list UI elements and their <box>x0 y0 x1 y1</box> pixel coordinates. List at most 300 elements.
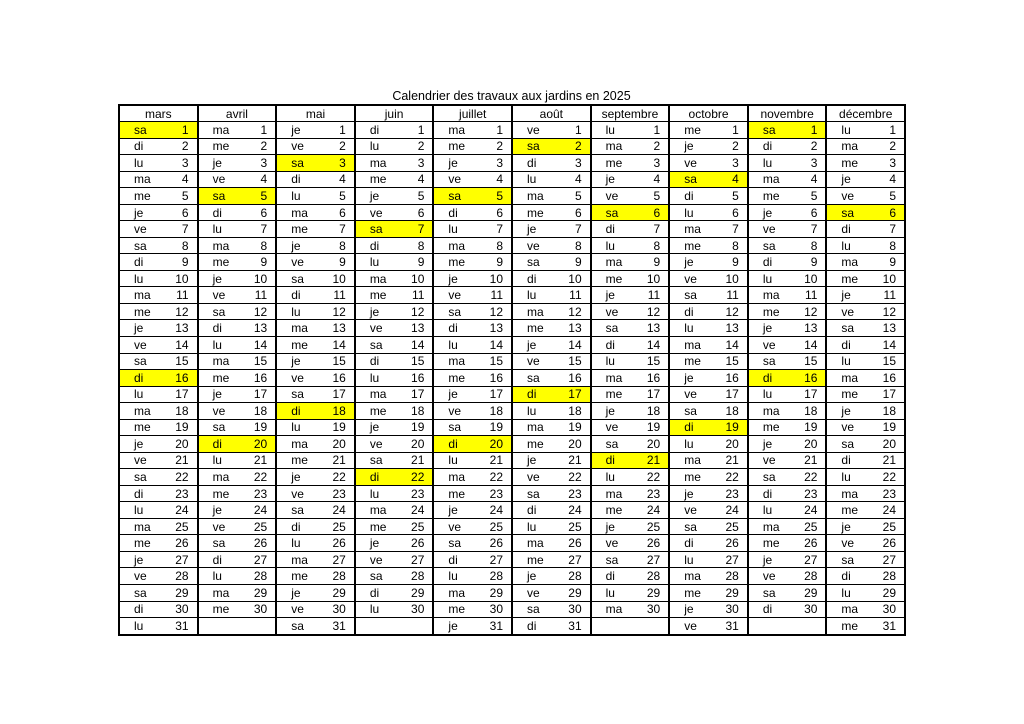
date-cell: 27 <box>322 551 355 568</box>
weekday-cell <box>355 618 401 635</box>
date-cell: 23 <box>558 485 591 502</box>
weekday-cell: ve <box>512 353 558 370</box>
weekday-cell: di <box>669 188 715 205</box>
date-cell: 19 <box>558 419 591 436</box>
date-cell: 26 <box>479 535 512 552</box>
date-cell: 7 <box>165 221 198 238</box>
date-cell: 27 <box>165 551 198 568</box>
weekday-cell: lu <box>748 155 794 172</box>
date-cell: 13 <box>401 320 434 337</box>
weekday-cell: sa <box>748 469 794 486</box>
date-cell: 19 <box>794 419 827 436</box>
weekday-cell: sa <box>512 485 558 502</box>
date-cell: 3 <box>322 155 355 172</box>
weekday-cell: sa <box>512 370 558 387</box>
date-cell: 5 <box>558 188 591 205</box>
date-cell: 1 <box>558 122 591 139</box>
date-cell: 24 <box>165 502 198 519</box>
weekday-cell: ve <box>826 188 872 205</box>
date-cell: 2 <box>401 138 434 155</box>
weekday-cell: je <box>119 436 165 453</box>
date-cell: 27 <box>479 551 512 568</box>
date-cell: 25 <box>322 518 355 535</box>
weekday-cell: ve <box>669 270 715 287</box>
weekday-cell: ve <box>591 303 637 320</box>
date-cell: 6 <box>322 204 355 221</box>
weekday-cell: di <box>355 469 401 486</box>
date-cell: 1 <box>637 122 670 139</box>
weekday-cell: ve <box>276 138 322 155</box>
date-cell: 16 <box>715 370 748 387</box>
date-cell <box>637 618 670 635</box>
date-cell: 18 <box>715 403 748 420</box>
date-cell: 16 <box>401 370 434 387</box>
date-cell: 9 <box>794 254 827 271</box>
weekday-cell: ve <box>591 419 637 436</box>
calendar-table <box>118 104 906 636</box>
weekday-cell: me <box>198 254 244 271</box>
date-cell: 18 <box>794 403 827 420</box>
date-cell: 17 <box>322 386 355 403</box>
page-title: Calendrier des travaux aux jardins en 2025 <box>392 89 631 103</box>
weekday-cell: lu <box>591 584 637 601</box>
month-header-row <box>119 105 905 122</box>
weekday-cell: ma <box>591 370 637 387</box>
date-cell: 30 <box>872 601 905 618</box>
weekday-cell: je <box>276 353 322 370</box>
weekday-cell: ma <box>355 155 401 172</box>
date-cell: 18 <box>872 403 905 420</box>
weekday-cell: me <box>119 188 165 205</box>
date-cell: 7 <box>479 221 512 238</box>
weekday-cell: lu <box>276 535 322 552</box>
weekday-cell: je <box>826 403 872 420</box>
weekday-cell: ve <box>198 403 244 420</box>
date-cell: 4 <box>715 171 748 188</box>
weekday-cell: me <box>119 419 165 436</box>
date-cell: 3 <box>794 155 827 172</box>
weekday-cell: ve <box>512 584 558 601</box>
date-cell: 18 <box>401 403 434 420</box>
date-cell: 17 <box>479 386 512 403</box>
date-cell: 19 <box>479 419 512 436</box>
date-cell: 15 <box>479 353 512 370</box>
date-cell: 13 <box>794 320 827 337</box>
date-cell: 23 <box>165 485 198 502</box>
weekday-cell: ve <box>748 568 794 585</box>
date-cell: 16 <box>322 370 355 387</box>
date-cell: 10 <box>479 270 512 287</box>
weekday-cell: di <box>826 221 872 238</box>
date-cell: 7 <box>637 221 670 238</box>
weekday-cell: ve <box>748 452 794 469</box>
date-cell: 21 <box>872 452 905 469</box>
date-cell: 6 <box>558 204 591 221</box>
weekday-cell: sa <box>826 320 872 337</box>
weekday-cell: je <box>198 386 244 403</box>
date-cell: 2 <box>794 138 827 155</box>
weekday-cell: me <box>748 188 794 205</box>
weekday-cell <box>748 618 794 635</box>
weekday-cell: je <box>591 171 637 188</box>
weekday-cell: di <box>355 122 401 139</box>
date-cell: 4 <box>479 171 512 188</box>
date-cell: 8 <box>558 237 591 254</box>
date-cell: 5 <box>637 188 670 205</box>
weekday-cell: me <box>355 171 401 188</box>
weekday-cell: ma <box>669 337 715 354</box>
weekday-cell: me <box>276 568 322 585</box>
date-cell: 11 <box>637 287 670 304</box>
date-cell: 11 <box>715 287 748 304</box>
weekday-cell: ve <box>355 320 401 337</box>
month-header: décembre <box>826 105 905 122</box>
weekday-cell: je <box>198 270 244 287</box>
weekday-cell: sa <box>119 237 165 254</box>
weekday-cell: di <box>198 551 244 568</box>
table-row <box>119 485 905 502</box>
weekday-cell: je <box>826 171 872 188</box>
weekday-cell: me <box>826 618 872 635</box>
date-cell: 4 <box>637 171 670 188</box>
weekday-cell: lu <box>198 337 244 354</box>
weekday-cell: ve <box>433 518 479 535</box>
weekday-cell: lu <box>198 452 244 469</box>
date-cell: 21 <box>637 452 670 469</box>
weekday-cell: ma <box>119 403 165 420</box>
weekday-cell: di <box>826 568 872 585</box>
date-cell: 30 <box>479 601 512 618</box>
date-cell: 23 <box>401 485 434 502</box>
table-row <box>119 122 905 139</box>
date-cell: 4 <box>558 171 591 188</box>
date-cell: 10 <box>715 270 748 287</box>
weekday-cell: me <box>198 370 244 387</box>
date-cell: 30 <box>637 601 670 618</box>
table-row <box>119 188 905 205</box>
weekday-cell: sa <box>433 188 479 205</box>
weekday-cell: ma <box>433 584 479 601</box>
date-cell: 19 <box>165 419 198 436</box>
weekday-cell: di <box>433 436 479 453</box>
weekday-cell: di <box>512 270 558 287</box>
weekday-cell: ve <box>119 337 165 354</box>
date-cell: 27 <box>244 551 277 568</box>
date-cell: 9 <box>322 254 355 271</box>
weekday-cell: me <box>826 386 872 403</box>
table-row <box>119 155 905 172</box>
weekday-cell: ma <box>433 122 479 139</box>
date-cell: 9 <box>637 254 670 271</box>
weekday-cell: je <box>276 584 322 601</box>
date-cell: 14 <box>558 337 591 354</box>
date-cell: 12 <box>165 303 198 320</box>
weekday-cell: je <box>748 320 794 337</box>
date-cell: 31 <box>558 618 591 635</box>
date-cell: 11 <box>794 287 827 304</box>
weekday-cell: lu <box>748 270 794 287</box>
weekday-cell: je <box>433 155 479 172</box>
weekday-cell: di <box>198 204 244 221</box>
month-header: juillet <box>433 105 512 122</box>
date-cell: 12 <box>401 303 434 320</box>
date-cell: 12 <box>322 303 355 320</box>
weekday-cell: ma <box>433 469 479 486</box>
date-cell: 5 <box>479 188 512 205</box>
date-cell: 13 <box>322 320 355 337</box>
date-cell: 29 <box>479 584 512 601</box>
weekday-cell: je <box>198 155 244 172</box>
weekday-cell: di <box>355 237 401 254</box>
date-cell: 26 <box>401 535 434 552</box>
date-cell: 15 <box>872 353 905 370</box>
date-cell: 23 <box>637 485 670 502</box>
date-cell: 27 <box>637 551 670 568</box>
date-cell: 28 <box>165 568 198 585</box>
table-row <box>119 469 905 486</box>
date-cell: 1 <box>322 122 355 139</box>
date-cell: 13 <box>479 320 512 337</box>
date-cell: 17 <box>244 386 277 403</box>
weekday-cell: sa <box>276 502 322 519</box>
weekday-cell: je <box>512 337 558 354</box>
weekday-cell: di <box>669 535 715 552</box>
table-row <box>119 403 905 420</box>
date-cell: 6 <box>165 204 198 221</box>
weekday-cell: sa <box>748 122 794 139</box>
date-cell: 20 <box>165 436 198 453</box>
date-cell: 4 <box>322 171 355 188</box>
weekday-cell: ma <box>591 485 637 502</box>
weekday-cell <box>198 618 244 635</box>
table-row <box>119 287 905 304</box>
table-row <box>119 386 905 403</box>
weekday-cell: sa <box>748 584 794 601</box>
weekday-cell: ve <box>198 287 244 304</box>
weekday-cell: ve <box>591 188 637 205</box>
date-cell: 23 <box>479 485 512 502</box>
date-cell: 12 <box>715 303 748 320</box>
date-cell: 24 <box>558 502 591 519</box>
date-cell: 16 <box>165 370 198 387</box>
date-cell: 7 <box>558 221 591 238</box>
weekday-cell: lu <box>669 551 715 568</box>
weekday-cell: di <box>433 320 479 337</box>
weekday-cell: ma <box>119 518 165 535</box>
table-row <box>119 138 905 155</box>
weekday-cell: ma <box>512 419 558 436</box>
date-cell: 10 <box>244 270 277 287</box>
weekday-cell: je <box>748 204 794 221</box>
date-cell: 1 <box>479 122 512 139</box>
date-cell: 29 <box>244 584 277 601</box>
weekday-cell: lu <box>826 353 872 370</box>
weekday-cell: lu <box>591 122 637 139</box>
table-row <box>119 535 905 552</box>
weekday-cell: ma <box>748 287 794 304</box>
date-cell: 3 <box>244 155 277 172</box>
date-cell: 17 <box>715 386 748 403</box>
date-cell: 23 <box>872 485 905 502</box>
date-cell: 23 <box>794 485 827 502</box>
date-cell: 16 <box>794 370 827 387</box>
date-cell: 24 <box>637 502 670 519</box>
date-cell: 20 <box>479 436 512 453</box>
weekday-cell: lu <box>826 122 872 139</box>
weekday-cell: sa <box>591 551 637 568</box>
weekday-cell: je <box>826 287 872 304</box>
weekday-cell: je <box>512 221 558 238</box>
weekday-cell: sa <box>669 403 715 420</box>
weekday-cell: ma <box>748 403 794 420</box>
date-cell: 23 <box>244 485 277 502</box>
date-cell: 14 <box>715 337 748 354</box>
weekday-cell: sa <box>512 138 558 155</box>
weekday-cell: sa <box>512 254 558 271</box>
date-cell: 18 <box>558 403 591 420</box>
date-cell: 5 <box>794 188 827 205</box>
date-cell: 19 <box>872 419 905 436</box>
weekday-cell: me <box>355 518 401 535</box>
date-cell: 21 <box>794 452 827 469</box>
date-cell: 11 <box>872 287 905 304</box>
table-row <box>119 353 905 370</box>
weekday-cell: sa <box>119 122 165 139</box>
date-cell: 8 <box>479 237 512 254</box>
date-cell: 14 <box>244 337 277 354</box>
weekday-cell: je <box>669 485 715 502</box>
weekday-cell: je <box>826 518 872 535</box>
date-cell: 29 <box>872 584 905 601</box>
date-cell: 16 <box>479 370 512 387</box>
date-cell: 6 <box>637 204 670 221</box>
weekday-cell: me <box>512 436 558 453</box>
date-cell: 24 <box>244 502 277 519</box>
date-cell: 9 <box>558 254 591 271</box>
weekday-cell: di <box>119 254 165 271</box>
weekday-cell: ve <box>433 403 479 420</box>
weekday-cell: di <box>748 485 794 502</box>
date-cell: 22 <box>715 469 748 486</box>
date-cell: 11 <box>165 287 198 304</box>
weekday-cell: je <box>433 386 479 403</box>
date-cell: 12 <box>637 303 670 320</box>
weekday-cell: ma <box>512 188 558 205</box>
weekday-cell: di <box>276 171 322 188</box>
date-cell: 7 <box>322 221 355 238</box>
date-cell: 4 <box>872 171 905 188</box>
weekday-cell: ve <box>748 337 794 354</box>
date-cell: 17 <box>165 386 198 403</box>
date-cell <box>401 618 434 635</box>
weekday-cell: je <box>355 535 401 552</box>
weekday-cell: lu <box>276 188 322 205</box>
date-cell: 28 <box>715 568 748 585</box>
weekday-cell: ma <box>198 122 244 139</box>
date-cell: 22 <box>401 469 434 486</box>
date-cell: 28 <box>479 568 512 585</box>
weekday-cell: sa <box>512 601 558 618</box>
table-row <box>119 204 905 221</box>
date-cell: 18 <box>244 403 277 420</box>
weekday-cell: ma <box>512 303 558 320</box>
date-cell: 24 <box>322 502 355 519</box>
weekday-cell: ma <box>355 502 401 519</box>
date-cell: 14 <box>637 337 670 354</box>
weekday-cell: me <box>826 502 872 519</box>
weekday-cell: me <box>591 386 637 403</box>
weekday-cell: je <box>591 287 637 304</box>
weekday-cell: ma <box>748 171 794 188</box>
weekday-cell: lu <box>826 237 872 254</box>
weekday-cell: ma <box>276 436 322 453</box>
date-cell: 22 <box>322 469 355 486</box>
weekday-cell: ve <box>276 601 322 618</box>
date-cell: 19 <box>322 419 355 436</box>
month-header: septembre <box>591 105 670 122</box>
weekday-cell: sa <box>198 535 244 552</box>
weekday-cell: ma <box>826 601 872 618</box>
weekday-cell: lu <box>512 287 558 304</box>
weekday-cell: je <box>119 551 165 568</box>
date-cell: 20 <box>872 436 905 453</box>
date-cell: 27 <box>401 551 434 568</box>
date-cell: 18 <box>165 403 198 420</box>
weekday-cell: lu <box>276 303 322 320</box>
date-cell: 10 <box>637 270 670 287</box>
date-cell: 21 <box>715 452 748 469</box>
date-cell: 31 <box>479 618 512 635</box>
weekday-cell: ma <box>276 551 322 568</box>
weekday-cell: ma <box>433 353 479 370</box>
date-cell: 28 <box>244 568 277 585</box>
date-cell: 22 <box>637 469 670 486</box>
weekday-cell: di <box>591 337 637 354</box>
weekday-cell: sa <box>591 204 637 221</box>
weekday-cell: ve <box>355 551 401 568</box>
weekday-cell: ma <box>669 452 715 469</box>
weekday-cell: je <box>748 436 794 453</box>
date-cell <box>794 618 827 635</box>
date-cell: 3 <box>479 155 512 172</box>
date-cell: 8 <box>244 237 277 254</box>
date-cell: 14 <box>322 337 355 354</box>
table-row <box>119 502 905 519</box>
weekday-cell: sa <box>198 419 244 436</box>
date-cell: 17 <box>794 386 827 403</box>
weekday-cell: me <box>591 502 637 519</box>
date-cell: 2 <box>558 138 591 155</box>
table-row <box>119 601 905 618</box>
weekday-cell: me <box>748 303 794 320</box>
table-row <box>119 254 905 271</box>
weekday-cell: je <box>748 551 794 568</box>
weekday-cell: sa <box>198 188 244 205</box>
weekday-cell: ve <box>276 254 322 271</box>
weekday-cell: me <box>433 254 479 271</box>
date-cell: 29 <box>558 584 591 601</box>
weekday-cell: di <box>591 452 637 469</box>
weekday-cell: ve <box>433 287 479 304</box>
weekday-cell: di <box>591 221 637 238</box>
weekday-cell: sa <box>669 171 715 188</box>
weekday-cell: ma <box>748 518 794 535</box>
weekday-cell: me <box>826 155 872 172</box>
weekday-cell: ve <box>433 171 479 188</box>
weekday-cell: di <box>276 403 322 420</box>
weekday-cell: ma <box>591 138 637 155</box>
date-cell: 26 <box>872 535 905 552</box>
